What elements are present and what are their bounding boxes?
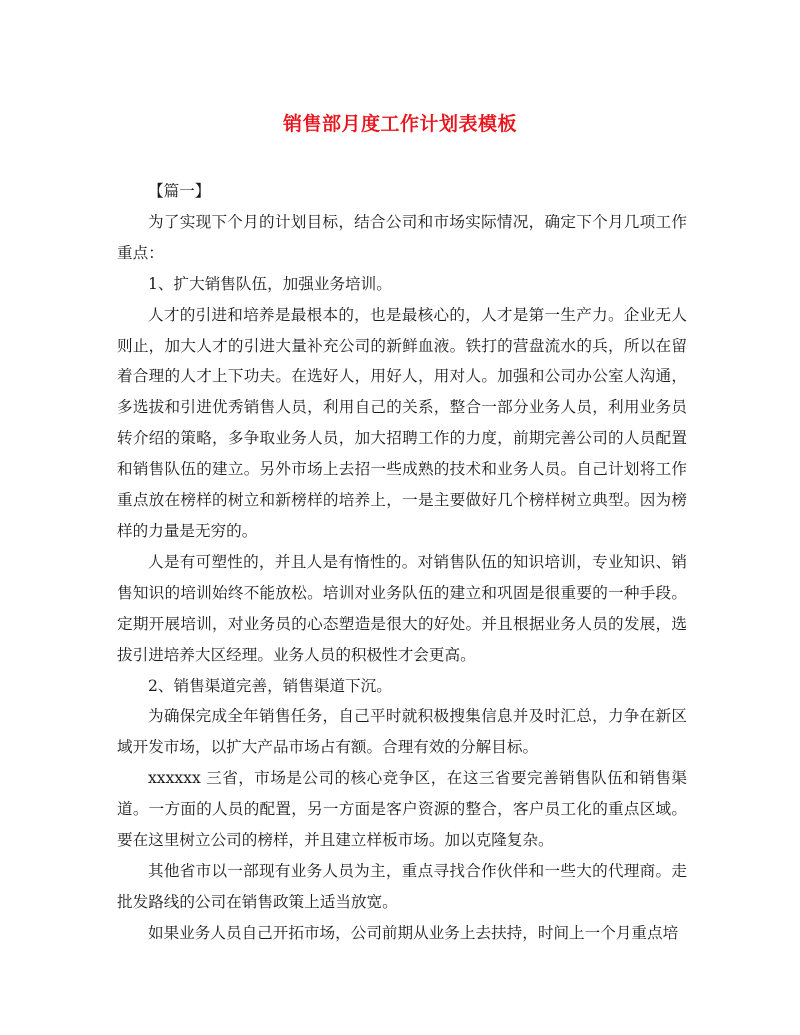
section-heading: 【篇一】 (148, 182, 211, 200)
paragraph: 为了实现下个月的计划目标，结合公司和市场实际情况，确定下个月几项工作重点： (117, 212, 687, 262)
document-body (117, 176, 687, 949)
paragraph: 人是有可塑性的，并且人是有惰性的。对销售队伍的知识培训，专业知识、销售知识的培训始终不能放松。培训对业务队伍的建立和巩固是很重要的一种手段。定期开展培训，对业务员的心态塑造是很大的好处。并且根据业务人员的发展，选拔引进培养大区经理。业务人员的积极性才会更高。 (117, 552, 687, 664)
paragraph: xxxxxx 三省，市场是公司的核心竞争区，在这三省要完善销售队伍和销售渠道。一方面的人员的配置，另一方面是客户资源的整合，客户员工化的重点区域。要在这里树立公司的榜样，并且建立样板市场。加以克隆复杂。 (117, 769, 687, 850)
paragraph: 人才的引进和培养是最根本的，也是最核心的，人才是第一生产力。企业无人则止，加大人才的引进大量补充公司的新鲜血液。铁打的营盘流水的兵，所以在留着合理的人才上下功夫。在选好人，用好人，用对人。加强和公司办公室人沟通，多选拔和引进优秀销售人员，利用自己的关系，整合一部分业务人员，利用业务员转介绍的策略，多争取业务人员，加大招聘工作的力度，前期完善公司的人员配置和销售队伍的建立。另外市场上去招一些成熟的技术和业务人员。自己计划将工作重点放在榜样的树立和新榜样的培养上，一是主要做好几个榜样树立典型。因为榜样的力量是无穷的。 (117, 305, 687, 540)
document-title: 销售部月度工作计划表模板 (282, 113, 517, 135)
list-heading: 2、销售渠道完善，销售渠道下沉。 (148, 676, 392, 695)
paragraph: 其他省市以一部现有业务人员为主，重点寻找合作伙伴和一些大的代理商。走批发路线的公司在销售政策上适当放宽。 (117, 861, 687, 911)
list-heading: 1、扩大销售队伍，加强业务培训。 (148, 274, 392, 293)
paragraph: 为确保完成全年销售任务，自己平时就积极搜集信息并及时汇总，力争在新区域开发市场，以扩大产品市场占有额。合理有效的分解目标。 (117, 707, 687, 757)
paragraph: 如果业务人员自己开拓市场，公司前期从业务上去扶持，时间上一个月重点培 (148, 923, 679, 942)
